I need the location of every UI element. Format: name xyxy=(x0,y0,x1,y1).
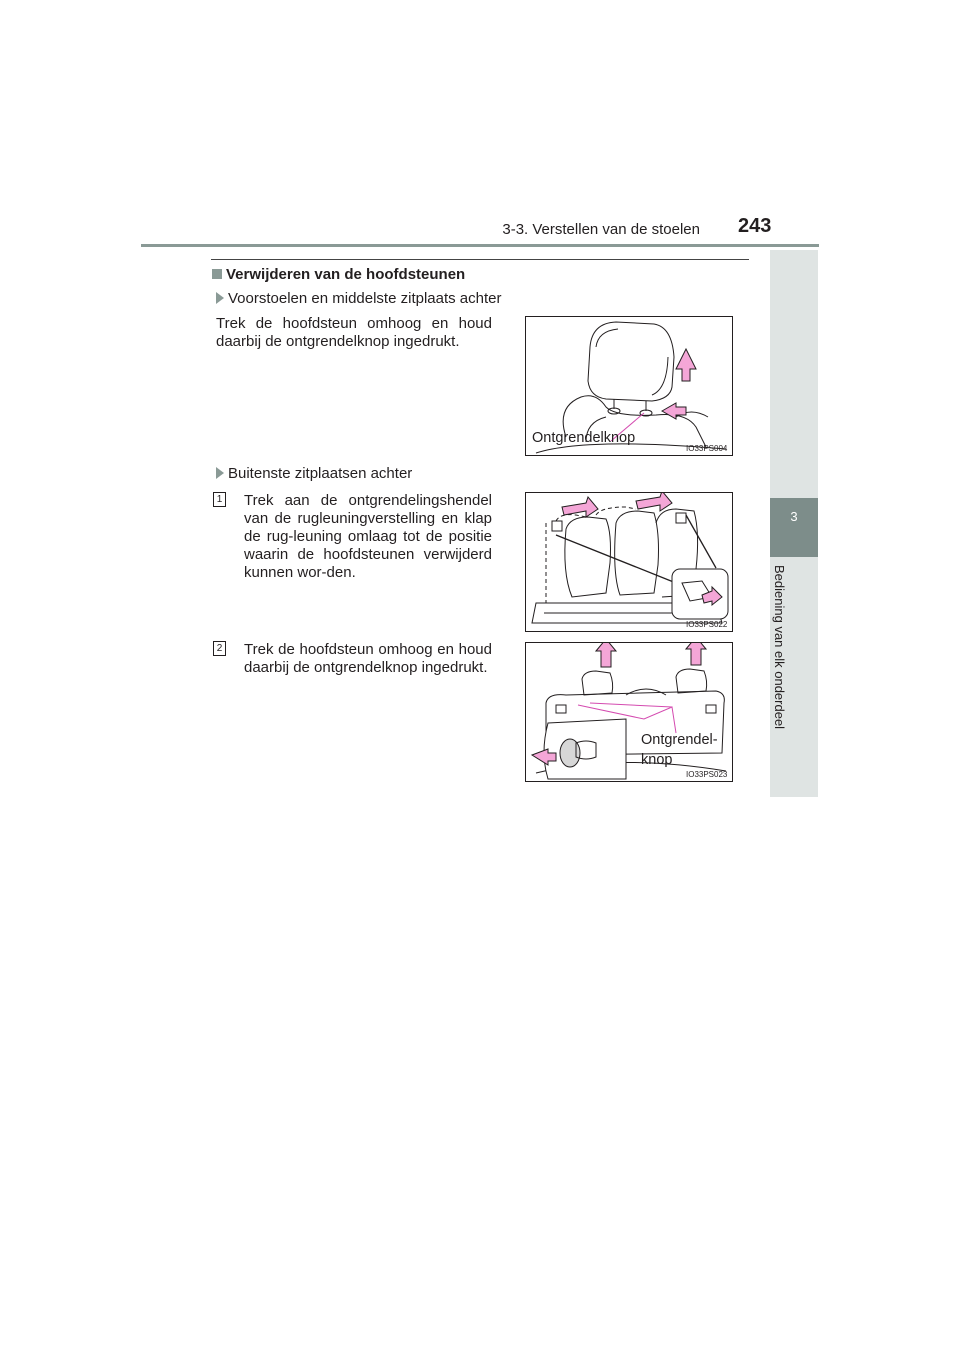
chapter-label: Bediening van elk onderdeel xyxy=(772,565,787,730)
chapter-number: 3 xyxy=(770,498,818,557)
section-heading-text: Verwijderen van de hoofdsteunen xyxy=(226,266,466,283)
bullet-rear xyxy=(216,465,412,482)
callout-release-button: Ontgrendelknop xyxy=(532,430,636,446)
rear-headrest-illustration xyxy=(526,643,732,781)
bullet-rear-text: Buitenste zitplaatsen achter xyxy=(228,465,413,482)
header-rule xyxy=(141,244,819,247)
instruction-front: Trek de hoofdsteun omhoog en houd daarbij de ontgrendelknop ingedrukt. xyxy=(216,315,492,350)
section-heading xyxy=(212,266,465,283)
figure-front-headrest xyxy=(525,316,733,456)
bullet-front xyxy=(216,290,502,307)
seatback-illustration xyxy=(526,493,732,631)
step-number-2: 2 xyxy=(213,641,226,656)
callout-line-1: Ontgrendel- xyxy=(641,732,718,748)
figure-code: IO33PS004 xyxy=(686,444,728,453)
step-2-text: Trek de hoofdsteun omhoog en houd daarbij de ontgrendelknop ingedrukt. xyxy=(244,641,492,676)
square-bullet-icon xyxy=(212,269,222,279)
step-number-1: 1 xyxy=(213,492,226,507)
watermark: carmanualsonline.info xyxy=(592,1327,805,1349)
triangle-bullet-icon xyxy=(216,292,224,304)
bullet-front-text: Voorstoelen en middelste zitplaats achter xyxy=(228,290,502,307)
triangle-bullet-icon xyxy=(216,467,224,479)
figure-code: IO33PS023 xyxy=(686,770,728,779)
figure-rear-headrest xyxy=(525,642,733,782)
chapter-label-container xyxy=(772,565,804,790)
side-tab-top xyxy=(770,250,818,498)
content-rule xyxy=(211,259,749,260)
step-1-text: Trek aan de ontgrendelingshendel van de rugleuningverstelling en klap de rug-leuning omlaag tot de positie waarin de hoofdsteunen verwijderd kunnen wor-den. xyxy=(244,492,492,581)
page-number: 243 xyxy=(738,215,772,237)
callout-line-2: knop xyxy=(641,752,673,768)
section-title: 3-3. Verstellen van de stoelen xyxy=(502,221,700,238)
figure-code: IO33PS022 xyxy=(686,620,728,629)
figure-rear-seatback xyxy=(525,492,733,632)
